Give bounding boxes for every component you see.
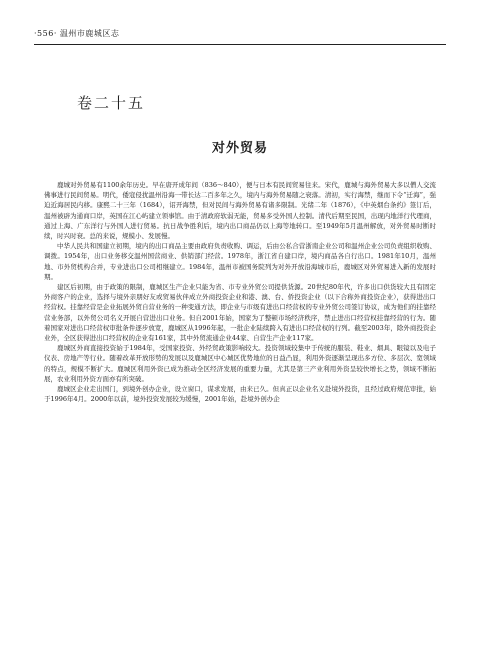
book-title: 温州市鹿城区志 bbox=[59, 29, 120, 38]
body-text bbox=[44, 180, 436, 404]
page-number: ·556· bbox=[34, 29, 57, 38]
paragraph: 鹿城区企业走出国门，到境外创办企业，设立窗口，谋求发展，由来已久。但真正以企业名义赴境外投资，且经过政府规范审批，始于1996年4月。2000年以前，境外投资发展较为缓慢，2001年始，赴境外创办企 bbox=[44, 385, 436, 404]
header-rule bbox=[34, 44, 446, 45]
chapter-title: 对外贸易 bbox=[211, 141, 268, 156]
paragraph: 鹿城区外商直接投资始于1984年，受国家投资、外经贸政策影响较大。投资领域较集中于传统的服装、鞋业、烟具、眼镜以及电子仪表、房地产等行业。随着改革开放形势的发展以及鹿城区中心城区优势地位的日益凸显，利用外资逐渐呈现出多方位、多层次、宽领域的特点，规模不断扩大。鹿城区利用外资已成为推动全区经济发展的重要力量，尤其是第三产业利用外资呈较快增长之势，领域不断拓展，农业利用外资方面亦有所突破。 bbox=[44, 344, 436, 383]
paragraph: 鹿城对外贸易有1100余年历史。早在唐开成年间（836～840），便与日本有民间贸易往来。宋代，鹿城与海外贸易大多以僧人交流佛事进行民间贸易。明代，倭寇侵扰温州沿海一带长达二百多年之久，境内与海外贸易随之衰落。清初，实行海禁，继而下令“迁海”，强迫近海居民内移。康熙二十三年（1684），诏开海禁，但对民间与海外贸易有诸多限制。光绪二年（1876），《中英烟台条约》签订后，温州被辟为通商口岸，英国在江心屿建立领事馆。由于清政府软弱无能，贸易多受外国人控制。清代后期至民国，出现内地洋行代理商，通过上海、广东洋行与外国人进行贸易。抗日战争胜利后，境内出口商品仍以上海等地转口。至1949年5月温州解放，对外贸易时断时续，时兴时衰。总的来说，规模小、发展慢。 bbox=[44, 181, 436, 241]
paragraph: 建区后初期，由于政策的限制，鹿城区生产企业只能为省、市专业外贸公司提供货源。20世纪80年代，许多出口供货较大且有固定外商客户的企业，选择与境外亲朋好友或贸易伙伴成立外商投资企业和港、澳、台、侨投资企业（以下合称外商投资企业），获得进出口经营权。挂靠经营是企业拓展外贸自营业务的一种变通方法，即企业与市级有进出口经营权的专业外贸公司签订协议，成为他们的挂靠经营业务部，以外贸公司名义开展自营进出口业务。但自2001年始，国家为了整顿市场经济秩序，禁止进出口经营权挂靠经营的行为。随着国家对进出口经营权审批条件逐步放宽，鹿城区从1996年起，一批企业陆续跨入有进出口经营权的行列。截至2003年，除外商投资企业外，全区获得进出口经营权的企业有161家，其中外贸流通企业44家、自营生产企业117家。 bbox=[44, 283, 436, 343]
paragraph: 中华人民共和国建立初期，境内的出口商品主要由政府负责收购、调运，后由公私合营浙南企业公司和温州企业公司负责组织收购、调拨。1954年，出口业务移交温州国营商业、供销部门经营。1978年，浙江省自建口岸，境内商品各自行出口。1981年10月，温州地、市外贸机构合并，专业进出口公司相继建立。1984年，温州市被国务院列为对外开放沿海城市后，鹿城区对外贸易进入新的发展时期。 bbox=[44, 242, 436, 281]
volume-title: 卷二十五 bbox=[77, 94, 146, 112]
running-header bbox=[34, 28, 446, 39]
